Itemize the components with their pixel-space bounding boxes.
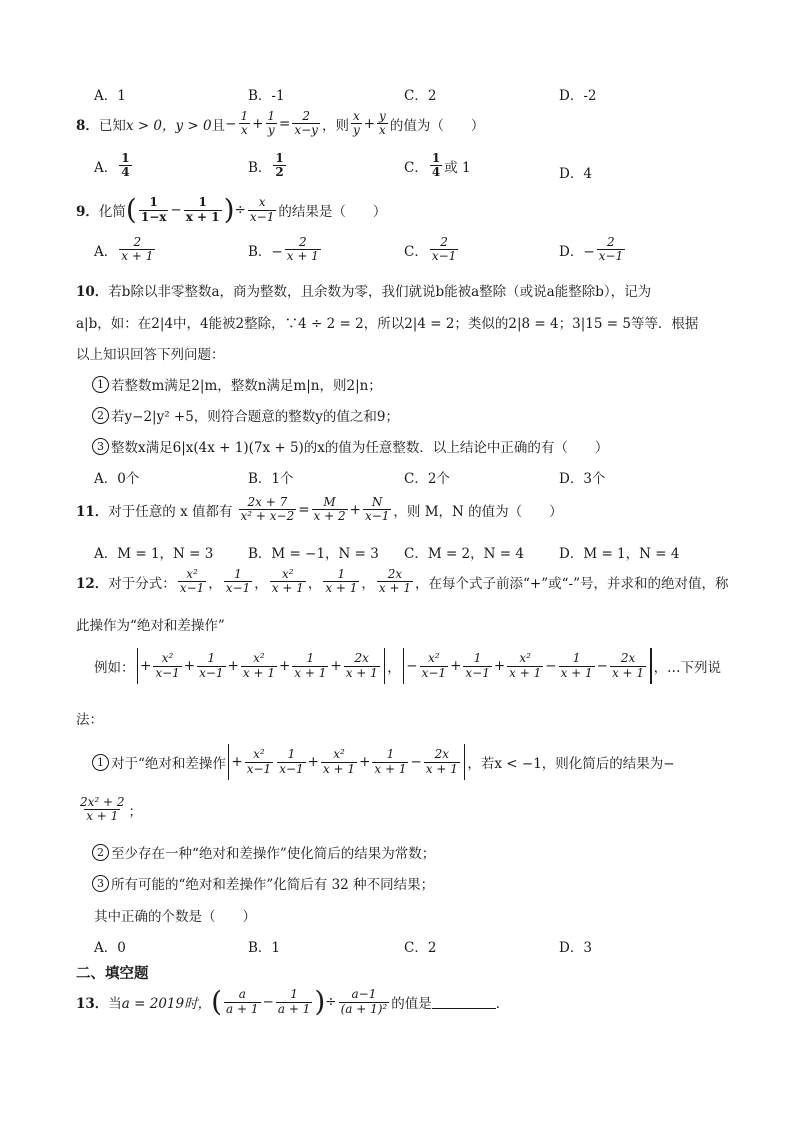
q10-option-a[interactable]: A．0个 xyxy=(94,471,140,487)
q9-text-a: 化简 xyxy=(98,204,126,220)
q11-equation: $\frac{2x + 7}{\text{x² + x−2}}$ = $\frac{M}{x + 2}$ + $\frac{N}{x-1}$ xyxy=(240,495,390,524)
q13-expression: ( $\frac{a}{a + 1}$ − $\frac{1}{a + 1}$ ) ÷ $\frac{a-1}{\text{(a + 1)²}}$ xyxy=(211,985,388,1018)
q12-option-c[interactable]: C．2 xyxy=(404,940,437,956)
q12-option-d[interactable]: D．3 xyxy=(559,940,592,956)
q13-condition: a = 2019时， xyxy=(121,996,212,1012)
q8-option-d[interactable]: D．4 xyxy=(559,166,592,182)
circled-2-icon: 2 xyxy=(92,844,109,861)
q11-text-b: ，则 M，N 的值为（ ） xyxy=(393,503,563,520)
q7-option-b[interactable]: B．-1 xyxy=(248,88,285,104)
q12-option-a[interactable]: A．0 xyxy=(94,940,126,956)
q12-example: 例如： + $\frac{\text{x²}}{x-1}$ + $\frac{1}{x-1}$ + $\frac{\text{x²}}{x + 1}$ + $\frac{1}{x + 1}$ + $\frac{2x}{x + 1}$ ， − $\frac{\text{x²}}{x-1}$ + $\frac{1}{x-1}$ + $\frac{\text{x²}}{x + 1}$ − $\frac{1}{x + 1}$ − $\frac{2x}{x + 1}$ ，…下列说 xyxy=(94,648,721,684)
q10-paragraph-2: a|b，如：在2|4中，4能被2整除，∵4 ÷ 2 = 2，所以2|4 = 2；类似的2|8 = 4；3|15 = 5等等．根据 xyxy=(76,316,699,332)
q8-stem xyxy=(76,110,484,137)
q12-statement-3-text: 所有可能的“绝对和差操作”化简后有 32 种不同结果； xyxy=(111,877,435,893)
q12-text-b: ，在每个式子前添“+”或“-”号，并求和的绝对值，称 xyxy=(415,575,729,592)
q10-option-b[interactable]: B．1个 xyxy=(248,471,294,487)
q10-statement-1-text: 若整数m满足2|m，整数n满足m|n，则2|n； xyxy=(111,378,382,394)
q12-option-b[interactable]: B．1 xyxy=(248,940,281,956)
q12-statement-1-end: ； xyxy=(128,803,143,820)
q8-option-a[interactable]: A． $\frac{1}{4}$ xyxy=(94,151,130,180)
q12-stem xyxy=(76,568,729,595)
q9-option-a[interactable]: A． $\frac{2}{x + 1}$ xyxy=(94,235,154,264)
q9-option-c[interactable]: C． $\frac{2}{x-1}$ xyxy=(404,235,457,264)
q13-number: 13． xyxy=(76,996,109,1012)
q12-example-tail: ，…下列说 xyxy=(653,660,722,676)
q12-paragraph-2: 此操作为“绝对和差操作” xyxy=(76,618,225,634)
q13-answer-blank[interactable] xyxy=(432,996,496,1009)
q12-example-1: + $\frac{\text{x²}}{x-1}$ + $\frac{1}{x-1}$ + $\frac{\text{x²}}{x + 1}$ + $\frac{1}{x + 1}$ + $\frac{2x}{x + 1}$ xyxy=(135,648,388,684)
q13-stem xyxy=(76,985,510,1018)
q11-stem xyxy=(76,496,563,523)
q12-paragraph-3: 法： xyxy=(76,712,103,728)
q8-equation: − $\frac{1}{x}$ + $\frac{1}{y}$ = $\frac{2}{x-y}$ xyxy=(225,109,318,138)
q8-expression: $\frac{x}{y}$ + $\frac{y}{x}$ xyxy=(352,109,386,138)
q10-statement-2-text: 若y−2|y² +5，则符合题意的整数y的值之和9； xyxy=(111,409,400,425)
q12-statement-4: 其中正确的个数是（ ） xyxy=(94,909,256,925)
circled-3-icon: 3 xyxy=(92,438,109,455)
q8-condition: x > 0，y > 0 xyxy=(125,117,212,134)
q10-statement-1 xyxy=(92,374,382,394)
q12-statement-3 xyxy=(92,873,434,893)
q10-option-d[interactable]: D．3个 xyxy=(559,471,606,487)
q8-text-a: 已知 xyxy=(98,117,126,134)
section-2-title: 二、填空题 xyxy=(76,965,149,982)
q9-option-b[interactable]: B．− $\frac{2}{x + 1}$ xyxy=(248,235,319,264)
q12-statement-2 xyxy=(92,842,435,862)
q10-paragraph-1 xyxy=(76,280,651,300)
q12-example-2: − $\frac{\text{x²}}{x-1}$ + $\frac{1}{x-1}$ + $\frac{\text{x²}}{x + 1}$ − $\frac{1}{x + 1}$ − $\frac{2x}{x + 1}$ xyxy=(401,648,654,684)
q9-number: 9． xyxy=(76,204,99,220)
q12-example-label: 例如： xyxy=(94,660,135,676)
q10-statement-2 xyxy=(92,405,399,425)
q11-option-c[interactable]: C．M = 2，N = 4 xyxy=(404,546,524,562)
q12-statement-2-text: 至少存在一种“绝对和差操作”使化简后的结果为常数； xyxy=(111,846,436,862)
q12-text-a: 对于分式： xyxy=(108,575,176,592)
q12-statement-1-result: $\frac{\text{2x² + 2}}{x + 1}$ ； xyxy=(80,795,143,824)
q12-statement-1 xyxy=(92,744,675,780)
q12-fractions: $\frac{\text{x²}}{x-1}$ ， $\frac{1}{x-1}$ ， $\frac{\text{x²}}{x + 1}$ ， $\frac{1}{x + 1}$ ， $\frac{2x}{x + 1}$ xyxy=(179,567,412,596)
q10-statement-3-text: 整数x满足6|x(4x + 1)(7x + 5)的x的值为任意整数．以上结论中正确的有（ ） xyxy=(111,440,609,456)
q10-statement-3 xyxy=(92,436,608,456)
q11-option-b[interactable]: B．M = −1，N = 3 xyxy=(248,546,379,562)
q7-option-c[interactable]: C．2 xyxy=(404,88,437,104)
q13-text-a: 当 xyxy=(108,996,122,1012)
q8-text-b: 且 xyxy=(211,117,226,134)
q11-option-d[interactable]: D．M = 1，N = 4 xyxy=(559,546,680,562)
circled-1-icon: 1 xyxy=(92,376,109,393)
q7-option-d[interactable]: D．-2 xyxy=(559,88,597,104)
q7-option-a[interactable]: A．1 xyxy=(94,88,126,104)
q12-statement-1-text-a: 对于“绝对和差操作 xyxy=(111,756,226,772)
q8-text-c: ，则 xyxy=(321,117,349,134)
q9-option-d[interactable]: D．− $\frac{2}{x-1}$ xyxy=(559,235,624,264)
q9-text-b: 的结果是（ ） xyxy=(278,204,387,220)
q11-option-a[interactable]: A．M = 1，N = 3 xyxy=(94,546,214,562)
q10-paragraph-3: 以上知识回答下列问题： xyxy=(76,347,225,363)
q13-text-b: 的值是 xyxy=(391,996,432,1012)
circled-2-icon: 2 xyxy=(92,407,109,424)
q12-number: 12． xyxy=(76,575,109,592)
q12-statement-1-expression: + $\frac{\text{x²}}{x-1}$ $\frac{1}{x-1}$ + $\frac{\text{x²}}{x + 1}$ + $\frac{1}{x + 1}$ − $\frac{2x}{x + 1}$ xyxy=(226,744,467,780)
circled-1-icon: 1 xyxy=(92,754,109,771)
q8-number: 8． xyxy=(76,117,99,134)
q8-option-c[interactable]: C． $\frac{1}{4}$ 或 1 xyxy=(404,151,471,180)
q11-text-a: 对于任意的 x 值都有 xyxy=(108,503,233,520)
q12-statement-1-text-b: ，若x < −1，则化简后的结果为− xyxy=(467,756,675,772)
q9-expression: ( $\frac{1}{1-x}$ − $\frac{1}{x + 1}$ ) ÷ $\frac{x}{x-1}$ xyxy=(125,193,275,226)
q8-text-d: 的值为（ ） xyxy=(389,117,485,134)
q10-number: 10． xyxy=(76,284,109,300)
circled-3-icon: 3 xyxy=(92,875,109,892)
q9-stem xyxy=(76,193,387,226)
q11-number: 11． xyxy=(76,503,109,520)
q10-text-1: 若b除以非零整数a，商为整数，且余数为零，我们就说b能被a整除（或说a能整除b），记为 xyxy=(108,284,652,300)
q10-option-c[interactable]: C．2个 xyxy=(404,471,450,487)
q8-option-b[interactable]: B． $\frac{1}{2}$ xyxy=(248,151,284,180)
q13-text-c: ． xyxy=(495,996,510,1012)
